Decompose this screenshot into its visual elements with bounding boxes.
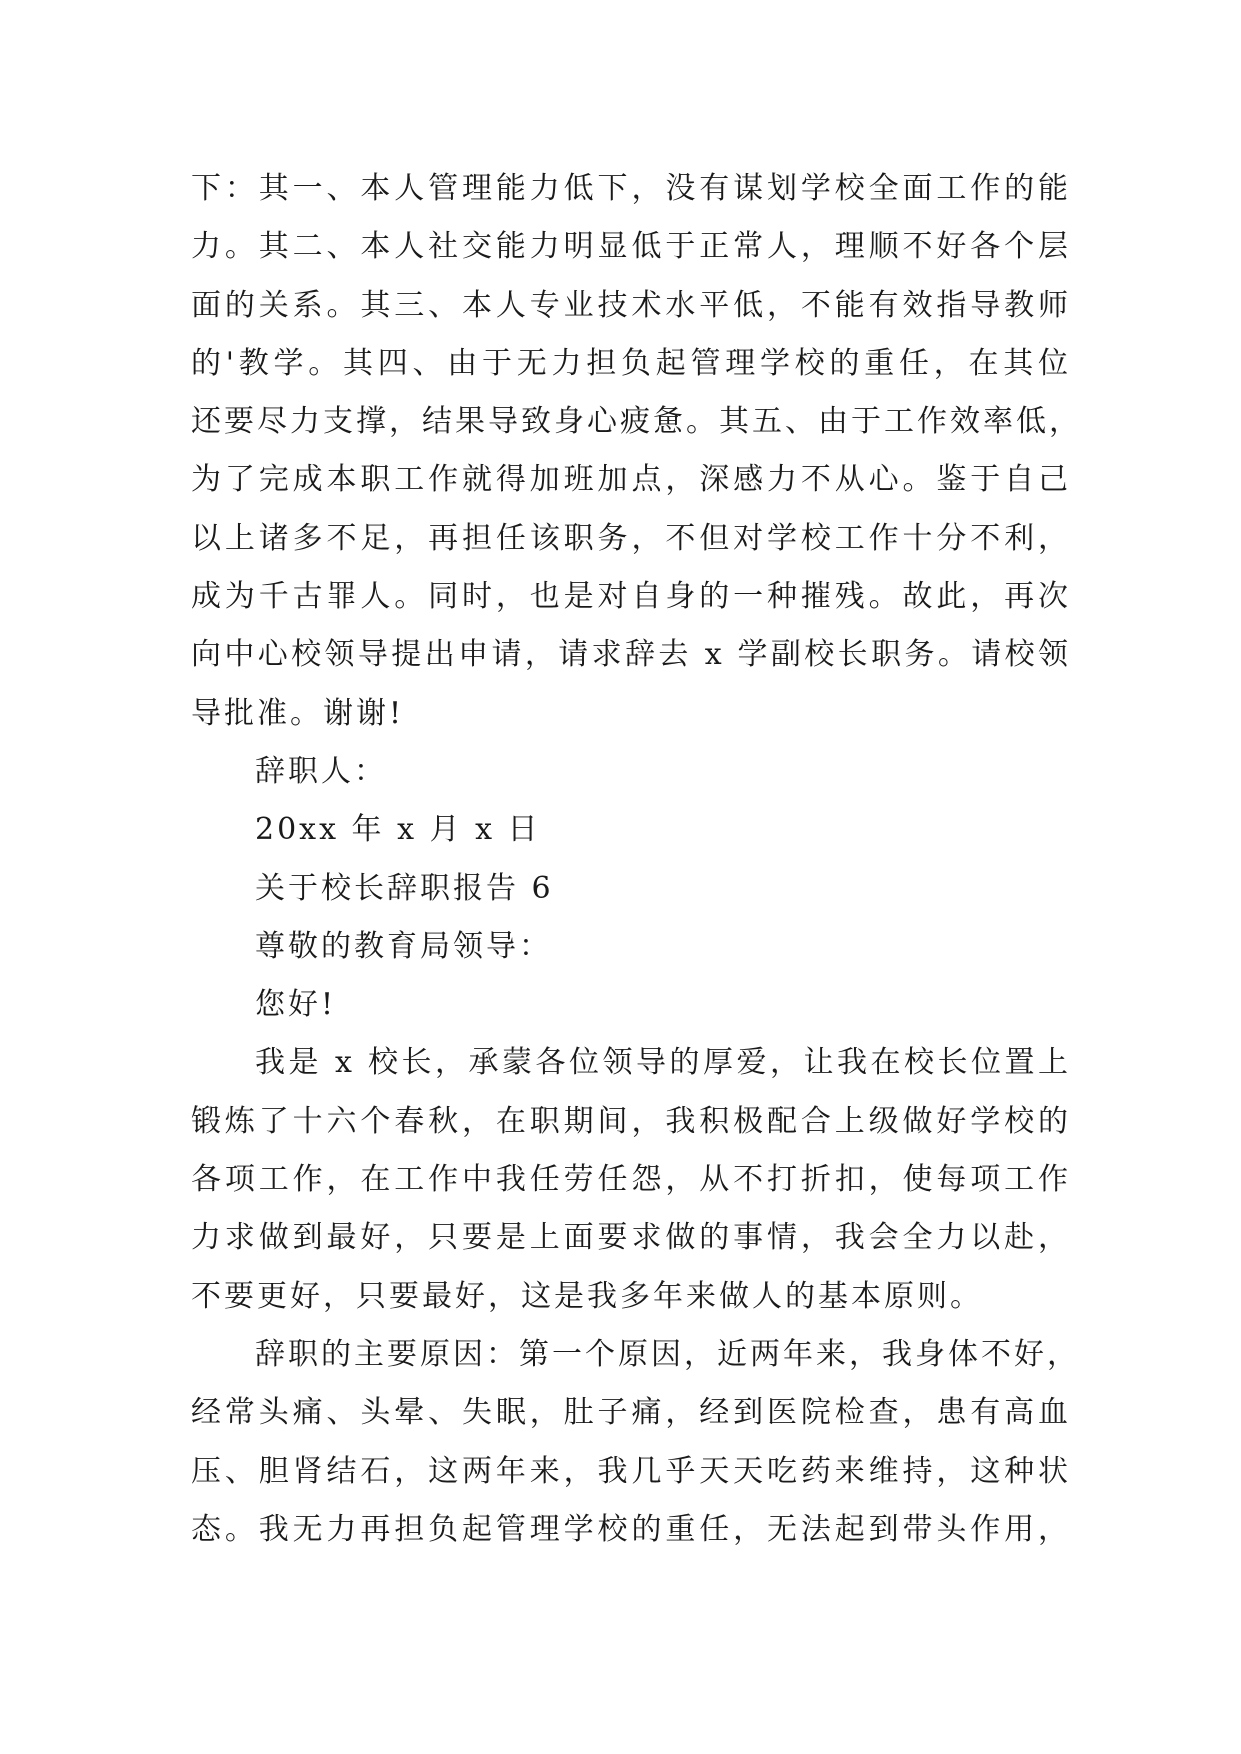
text-line: 不要更好，只要最好，这是我多年来做人的基本原则。	[191, 1278, 983, 1314]
text-line: 面的关系。其三、本人专业技术水平低，不能有效指导教师	[191, 287, 1071, 323]
text-line: 以上诸多不足，再担任该职务，不但对学校工作十分不利，	[191, 520, 1071, 556]
text-line: 您好!	[255, 987, 337, 1023]
text-line: 成为千古罪人。同时，也是对自身的一种摧残。故此，再次	[191, 579, 1071, 615]
text-line: 我是 x 校长，承蒙各位领导的厚爱，让我在校长位置上	[255, 1045, 1071, 1081]
text-line: 压、胆肾结石，这两年来，我几乎天天吃药来维持，这种状	[191, 1453, 1071, 1489]
text-line: 20xx 年 x 月 x 日	[255, 812, 541, 848]
text-line: 导批准。谢谢!	[191, 695, 405, 731]
text-line: 各项工作，在工作中我任劳任怨，从不打折扣，使每项工作	[191, 1162, 1071, 1198]
text-line: 下：其一、本人管理能力低下，没有谋划学校全面工作的能	[191, 171, 1071, 206]
document-body	[191, 160, 1082, 1559]
text-line: 尊敬的教育局领导：	[255, 928, 552, 964]
text-line: 向中心校领导提出申请，请求辞去 x 学副校长职务。请校领	[191, 637, 1071, 673]
text-line: 力求做到最好，只要是上面要求做的事情，我会全力以赴，	[191, 1220, 1071, 1256]
text-line: 关于校长辞职报告 6	[255, 870, 554, 906]
text-line: 辞职人：	[255, 753, 387, 789]
text-line: 的'教学。其四、由于无力担负起管理学校的重任，在其位	[191, 345, 1071, 381]
text-line: 锻炼了十六个春秋，在职期间，我积极配合上级做好学校的	[191, 1103, 1071, 1139]
text-line: 态。我无力再担负起管理学校的重任，无法起到带头作用，	[191, 1511, 1071, 1547]
text-line: 为了完成本职工作就得加班加点，深感力不从心。鉴于自己	[191, 462, 1071, 498]
text-line: 辞职的主要原因：第一个原因，近两年来，我身体不好，	[255, 1336, 1080, 1372]
text-line: 力。其二、本人社交能力明显低于正常人，理顺不好各个层	[191, 229, 1071, 265]
text-line: 经常头痛、头晕、失眠，肚子痛，经到医院检查，患有高血	[191, 1395, 1071, 1431]
text-line: 还要尽力支撑，结果导致身心疲惫。其五、由于工作效率低，	[191, 404, 1082, 440]
